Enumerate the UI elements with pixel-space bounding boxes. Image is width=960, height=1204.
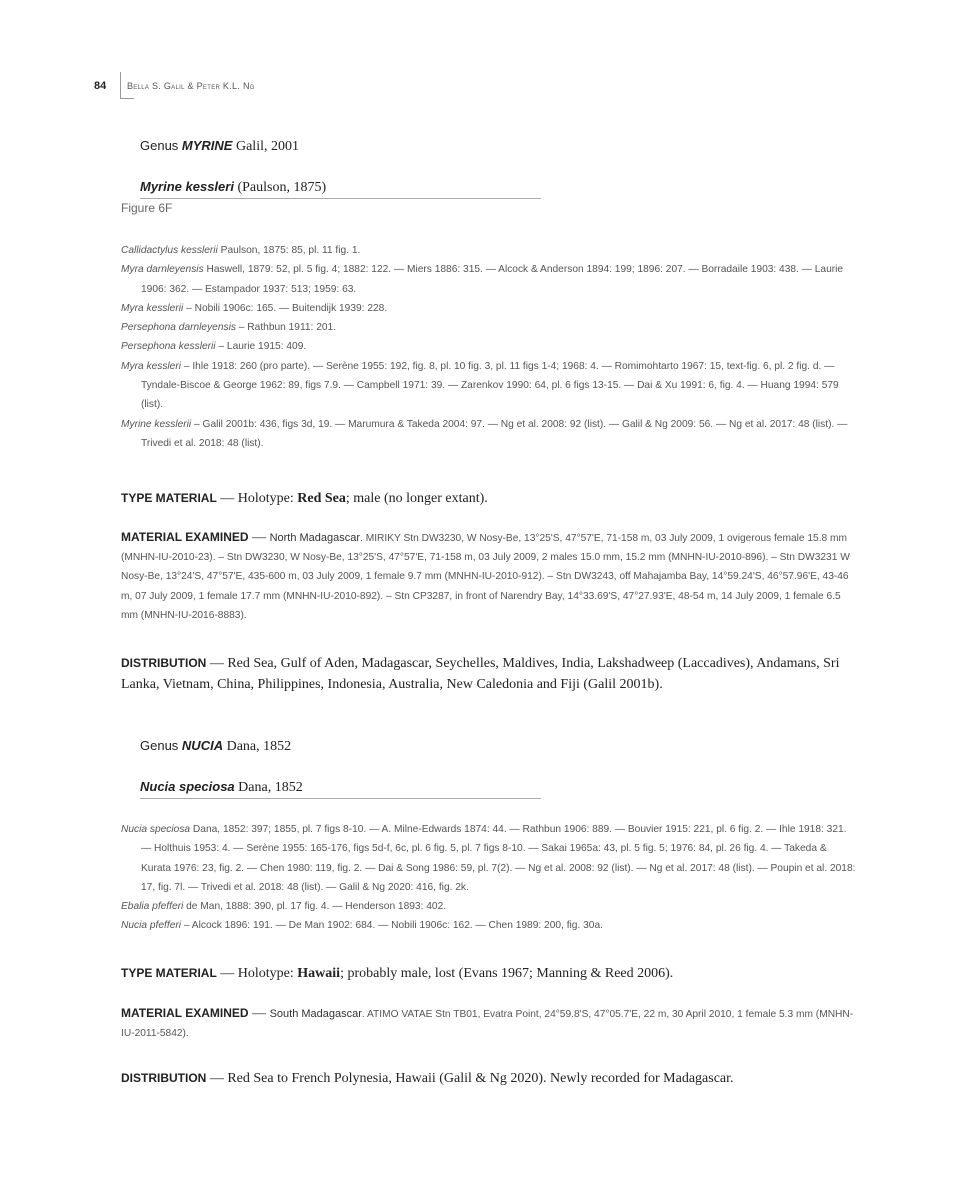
type-material-myrine: TYPE MATERIAL — Holotype: Red Sea; male (no longer extant).	[121, 491, 488, 506]
species-author: (Paulson, 1875)	[233, 180, 327, 195]
species-heading-myrine-kessleri	[140, 179, 541, 199]
synonymy-list-myrine	[121, 241, 856, 453]
species-name: Nucia speciosa	[140, 779, 235, 794]
genus-name: NUCIA	[181, 738, 224, 753]
section-heading: MATERIAL EXAMINED	[121, 530, 249, 544]
section-heading: DISTRIBUTION	[121, 656, 207, 670]
genus-label: Genus	[140, 138, 182, 153]
section-heading: TYPE MATERIAL	[121, 966, 217, 980]
synonymy-entry: Myrine kesslerii – Galil 2001b: 436, figs 3d, 19. — Marumura & Takeda 2004: 97. — Ng et al. 2008: 92 (list). — Galil & Ng 2009: 56. — Ng et al. 2017: 48 (list). — Trivedi et al. 2018: 48 (list).	[121, 418, 848, 449]
section-heading: MATERIAL EXAMINED	[121, 1006, 249, 1020]
species-heading-nucia-speciosa	[140, 779, 541, 799]
species-name: Myrine kessleri	[140, 179, 234, 194]
distribution-nucia: DISTRIBUTION — Red Sea to French Polynesia, Hawaii (Galil & Ng 2020). Newly recorded for Madagascar.	[121, 1071, 734, 1086]
genus-author: Dana, 1852	[223, 739, 292, 754]
header-underline	[120, 98, 134, 99]
synonymy-entry: Myra kessleri – Ihle 1918: 260 (pro parte). — Serène 1955: 192, fig. 8, pl. 10 fig. 3, pl. 11 figs 1-4; 1968: 4. — Romimohtarto 1967: 15, text-fig. 6, pl. 2 fig. d. — Tyndale-Biscoe & George 1962: 89, figs 7.9. — Campbell 1971: 39. — Zarenkov 1990: 64, pl. 6 figs 13-15. — Dai & Xu 1991: 6, fig. 4. — Huang 1994: 579 (list).	[121, 360, 839, 411]
type-locality: Hawaii	[297, 966, 341, 981]
synonymy-entry: Nucia pfefferi – Alcock 1896: 191. — De Man 1902: 684. — Nobili 1906c: 162. — Chen 1989: 200, fig. 30a.	[121, 920, 603, 932]
running-head-authors: Bella S. Galil & Peter K.L. Ng	[127, 81, 255, 91]
material-examined-nucia: MATERIAL EXAMINED — South Madagascar. ATIMO VATAE Stn TB01, Evatra Point, 24°59.8'S, 47°05.7'E, 22 m, 30 April 2010, 1 female 5.3 mm (MNHN-IU-2011-5842).	[121, 1006, 854, 1040]
page-number: 84	[94, 80, 107, 92]
distribution-myrine: DISTRIBUTION — Red Sea, Gulf of Aden, Madagascar, Seychelles, Maldives, India, Lakshadweep (Laccadives), Andamans, Sri Lanka, Vietnam, China, Philippines, Indonesia, Australia, New Caledonia and Fiji (Galil 2001b).	[121, 656, 840, 692]
genus-heading-myrine	[140, 138, 299, 155]
synonymy-entry: Myra darnleyensis Haswell, 1879: 52, pl. 5 fig. 4; 1882: 122. — Miers 1886: 315. — Alcock & Anderson 1894: 199; 1896: 207. — Borradaile 1903: 438. — Laurie 1906: 362. — Estampador 1937: 513; 1959: 63.	[121, 264, 844, 295]
genus-name: MYRINE	[181, 138, 233, 153]
species-author: Dana, 1852	[234, 780, 303, 795]
synonymy-entry: Myra kesslerii – Nobili 1906c: 165. — Buitendijk 1939: 228.	[121, 302, 388, 314]
synonymy-list-nucia	[121, 820, 856, 936]
locality: South Madagascar	[269, 1008, 362, 1020]
header-divider	[120, 72, 121, 98]
type-locality: Red Sea	[297, 491, 346, 506]
figure-reference: Figure 6F	[121, 201, 173, 215]
section-heading: TYPE MATERIAL	[121, 491, 217, 505]
synonymy-entry: Persephona kesslerii – Laurie 1915: 409.	[121, 341, 307, 353]
section-heading: DISTRIBUTION	[121, 1071, 207, 1085]
genus-heading-nucia	[140, 738, 291, 755]
synonymy-entry: Nucia speciosa Dana, 1852: 397; 1855, pl. 7 figs 8-10. — A. Milne-Edwards 1874: 44. — Rathbun 1906: 889. — Bouvier 1915: 221, pl. 6 fig. 2. — Ihle 1918: 321. — Holthuis 1953: 4. — Serène 1955: 165-176, figs 5d-f, 6c, pl. 6 fig. 5, pl. 7 figs 8-10. — Sakai 1965a: 43, pl. 5 fig. 5; 1976: 84, pl. 26 fig. 4. — Takeda & Kurata 1976: 23, fig. 2. — Chen 1980: 119, fig. 2. — Dai & Song 1986: 59, pl. 7(2). — Ng et al. 2008: 92 (list). — Ng et al. 2017: 48 (list). — Poupin et al. 2018: 17, fig. 7l. — Trivedi et al. 2018: 48 (list). — Galil & Ng 2020: 416, fig. 2k.	[121, 824, 856, 893]
locality: North Madagascar	[269, 532, 361, 544]
genus-author: Galil, 2001	[232, 139, 299, 154]
type-material-nucia: TYPE MATERIAL — Holotype: Hawaii; probably male, lost (Evans 1967; Manning & Reed 2006).	[121, 966, 674, 981]
synonymy-entry: Persephona darnleyensis – Rathbun 1911: 201.	[121, 322, 337, 334]
synonymy-entry: Ebalia pfefferi de Man, 1888: 390, pl. 17 fig. 4. — Henderson 1893: 402.	[121, 901, 447, 913]
genus-label: Genus	[140, 738, 182, 753]
material-examined-myrine: MATERIAL EXAMINED — North Madagascar. MIRIKY Stn DW3230, W Nosy-Be, 13°25'S, 47°57'E, 71-158 m, 03 July 2009, 1 ovigerous female 15.8 mm (MNHN-IU-2010-23). – Stn DW3230, W Nosy-Be, 13°25'S, 47°57'E, 71-158 m, 03 July 2009, 2 males 15.0 mm, 15.2 mm (MNHN-IU-2010-896). – Stn DW3231 W Nosy-Be, 13°24'S, 47°57'E, 435-600 m, 03 July 2009, 1 female 9.7 mm (MNHN-IU-2010-912). – Stn DW3243, off Mahajamba Bay, 14°59.24'S, 46°57.96'E, 43-46 m, 07 July 2009, 1 female 17.7 mm (MNHN-IU-2010-892). – Stn CP3287, in front of Narendry Bay, 14°33.69'S, 47°27.93'E, 48-54 m, 14 July 2009, 1 female 6.5 mm (MNHN-IU-2016-8883).	[121, 530, 850, 621]
synonymy-entry: Callidactylus kesslerii Paulson, 1875: 85, pl. 11 fig. 1.	[121, 245, 361, 256]
